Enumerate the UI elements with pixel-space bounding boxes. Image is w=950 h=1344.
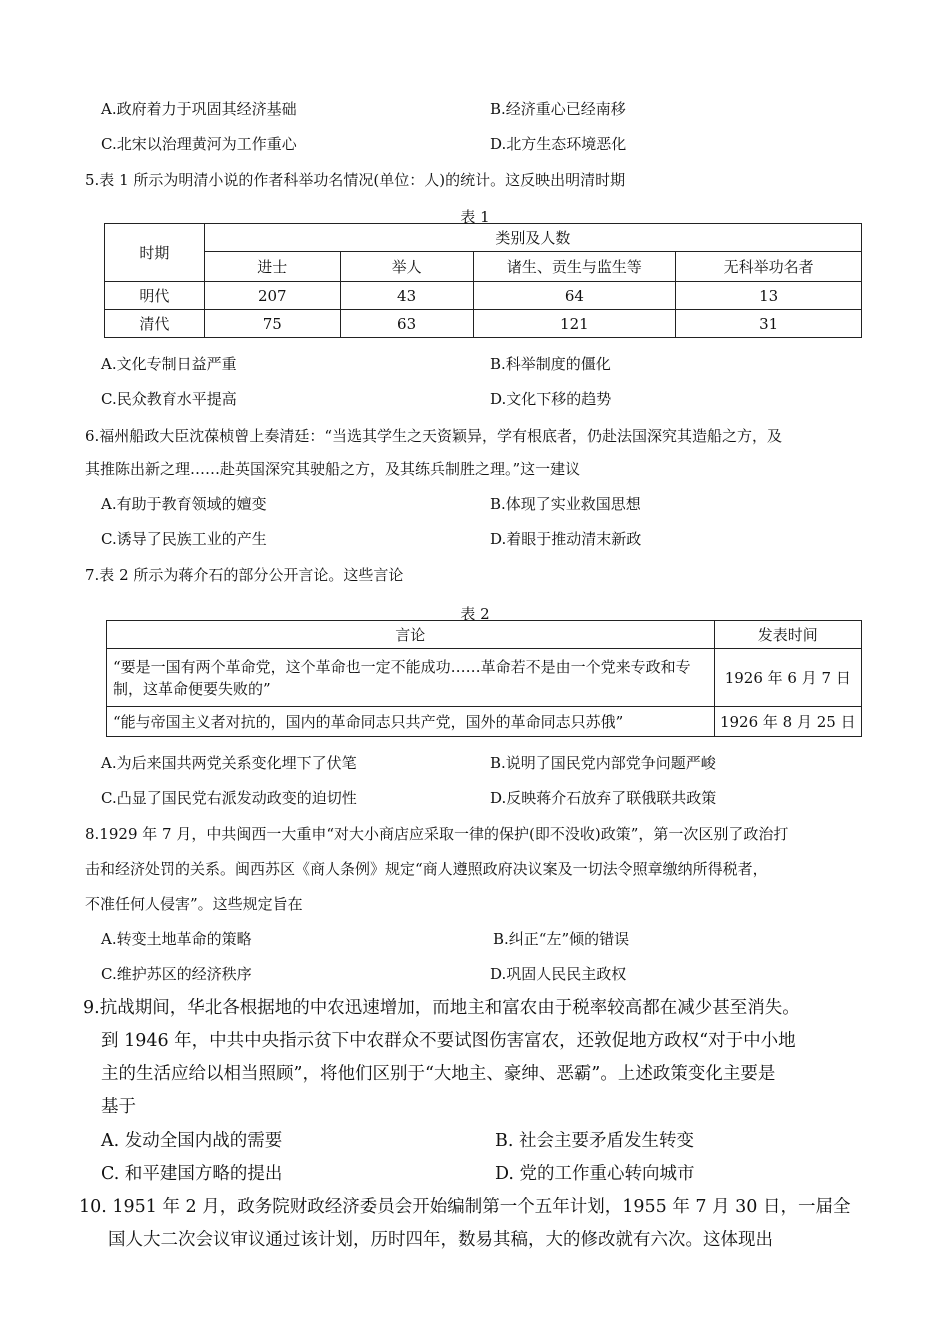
q6-option-a: A.有助于教育领域的嬗变 [101, 495, 267, 513]
table1-col-header: 诸生、贡生与监生等 [473, 252, 676, 282]
q8-stem-line3: 不准任何人侵害”。这些规定旨在 [85, 895, 303, 913]
q9-option-b: B. 社会主要矛盾发生转变 [495, 1131, 694, 1151]
q4-option-a: A.政府着力于巩固其经济基础 [101, 100, 297, 118]
table1-cell: 121 [473, 310, 676, 338]
table-row [107, 707, 862, 737]
q6-option-b: B.体现了实业救国思想 [490, 495, 641, 513]
q7-option-b: B.说明了国民党内部党争问题严峻 [490, 754, 716, 772]
table1-group-header: 类别及人数 [204, 224, 861, 252]
q4-option-d: D.北方生态环境恶化 [490, 135, 627, 153]
q5-option-b: B.科举制度的僵化 [490, 355, 611, 373]
q8-stem-line1: 8.1929 年 7 月，中共闽西一大重申“对大小商店应采取一律的保护(即不没收)政策”，第一次区别了政治打 [85, 825, 789, 843]
q9-stem-line3: 主的生活应给以相当照顾”，将他们区别于“大地主、豪绅、恶霸”。上述政策变化主要是 [101, 1064, 776, 1084]
q9-stem-line2: 到 1946 年，中共中央指示贫下中农群众不要试图伤害富农，还敦促地方政权“对于中小地 [101, 1031, 796, 1051]
table1-col-header: 无科举功名者 [676, 252, 862, 282]
table1-period: 清代 [105, 310, 205, 338]
q5-option-d: D.文化下移的趋势 [490, 390, 612, 408]
table2-col-header: 言论 [107, 621, 715, 649]
q9-stem-line1: 9.抗战期间，华北各根据地的中农迅速增加，而地主和富农由于税率较高都在减少甚至消失。 [83, 998, 800, 1018]
q5-stem: 5.表 1 所示为明清小说的作者科举功名情况(单位：人)的统计。这反映出明清时期 [85, 171, 626, 189]
table1-cell: 75 [204, 310, 340, 338]
table1-cell: 207 [204, 282, 340, 310]
q7-option-c: C.凸显了国民党右派发动政变的迫切性 [101, 789, 357, 807]
table-row [105, 310, 862, 338]
q8-option-a: A.转变土地革命的策略 [101, 930, 252, 948]
q8-stem-line2: 击和经济处罚的关系。闽西苏区《商人条例》规定“商人遵照政府决议案及一切法令照章缴纳所得税者， [85, 860, 768, 878]
table1-cell: 64 [473, 282, 676, 310]
q6-stem-line1: 6.福州船政大臣沈葆桢曾上奏清廷：“当选其学生之天资颖异，学有根底者，仍赴法国深究其造船之方，及 [85, 427, 782, 445]
q5-option-c: C.民众教育水平提高 [101, 390, 237, 408]
q4-option-c: C.北宋以治理黄河为工作重心 [101, 135, 297, 153]
q6-option-c: C.诱导了民族工业的产生 [101, 530, 267, 548]
table1-caption: 表 1 [460, 208, 490, 226]
q7-stem: 7.表 2 所示为蒋介石的部分公开言论。这些言论 [85, 566, 404, 584]
q7-option-a: A.为后来国共两党关系变化埋下了伏笔 [101, 754, 357, 772]
q9-option-d: D. 党的工作重心转向城市 [495, 1164, 695, 1184]
q8-option-d: D.巩固人民民主政权 [490, 965, 627, 983]
q9-stem-line4: 基于 [101, 1097, 136, 1117]
table1-period-header: 时期 [105, 224, 205, 282]
table1-col-header: 举人 [340, 252, 473, 282]
table2-quote: “能与帝国主义者对抗的，国内的革命同志只共产党，国外的革命同志只苏俄” [107, 707, 715, 737]
table2-date: 1926 年 8 月 25 日 [714, 707, 861, 737]
table2-quote: “要是一国有两个革命党，这个革命也一定不能成功……革命若不是由一个党来专政和专制，这革命便要失败的” [107, 649, 715, 707]
table2-date: 1926 年 6 月 7 日 [714, 649, 861, 707]
table1-cell: 31 [676, 310, 862, 338]
table2 [106, 620, 862, 737]
table2-col-header: 发表时间 [714, 621, 861, 649]
table1-col-header: 进士 [204, 252, 340, 282]
q10-stem-line1: 10. 1951 年 2 月，政务院财政经济委员会开始编制第一个五年计划，1955 年 7 月 30 日，一届全 [79, 1197, 851, 1217]
q4-option-b: B.经济重心已经南移 [490, 100, 626, 118]
q9-option-c: C. 和平建国方略的提出 [101, 1164, 283, 1184]
q9-option-a: A. 发动全国内战的需要 [101, 1131, 283, 1151]
table1-period: 明代 [105, 282, 205, 310]
table1-cell: 63 [340, 310, 473, 338]
table1-cell: 43 [340, 282, 473, 310]
table1-cell: 13 [676, 282, 862, 310]
q8-option-c: C.维护苏区的经济秩序 [101, 965, 252, 983]
table1 [104, 223, 862, 338]
q5-option-a: A.文化专制日益严重 [101, 355, 237, 373]
q6-option-d: D.着眼于推动清末新政 [490, 530, 642, 548]
q6-stem-line2: 其推陈出新之理……赴英国深究其驶船之方，及其练兵制胜之理。”这一建议 [85, 460, 581, 478]
q7-option-d: D.反映蒋介石放弃了联俄联共政策 [490, 789, 717, 807]
q10-stem-line2: 国人大二次会议审议通过该计划，历时四年，数易其稿，大的修改就有六次。这体现出 [108, 1230, 773, 1250]
table2-caption: 表 2 [460, 605, 490, 623]
q8-option-b: B.纠正“左”倾的错误 [493, 930, 630, 948]
table-row [105, 282, 862, 310]
table-row [107, 649, 862, 707]
